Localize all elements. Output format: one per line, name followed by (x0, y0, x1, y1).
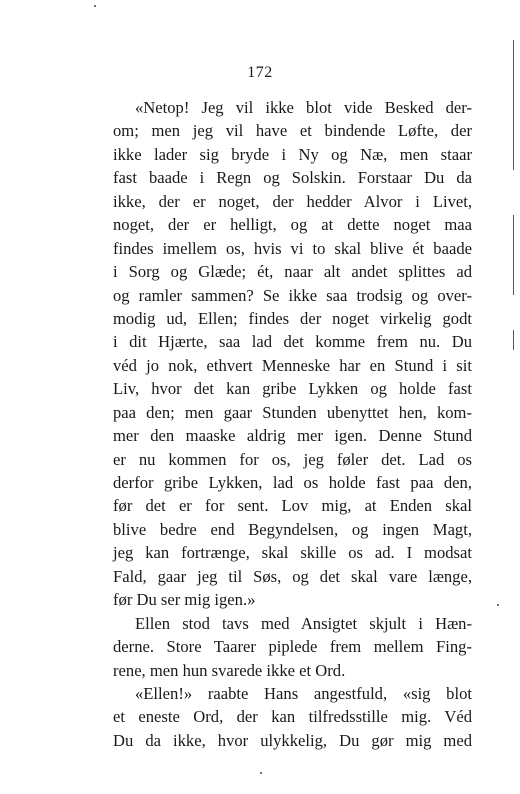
scan-speck (260, 772, 262, 774)
text-line: i dit Hjærte, saa lad det komme frem nu. Du (113, 332, 472, 352)
text-line: Du da ikke, hvor ulykkelig, Du gør mig med (113, 730, 472, 750)
scan-speck (497, 604, 499, 606)
scan-edge-line (513, 330, 514, 350)
text-line: ikke, der er noget, der hedder Alvor i Livet, (113, 191, 472, 211)
text-line: i Sorg og Glæde; ét, naar alt andet splittes ad (113, 262, 472, 282)
text-line: et eneste Ord, der kan tilfredsstille mig. Véd (113, 707, 472, 727)
text-line: Liv, hvor det kan gribe Lykken og holde fast (113, 379, 472, 399)
text-line: er nu kommen for os, jeg føler det. Lad os (113, 449, 472, 469)
text-line: og ramler sammen? Se ikke saa trodsig og over- (113, 285, 472, 305)
text-line: derne. Store Taarer piplede frem mellem Fing- (113, 637, 472, 657)
text-line: noget, der er helligt, og at dette noget maa (113, 215, 472, 235)
text-line: paa den; men gaar Stunden ubenyttet hen, kom- (113, 402, 472, 422)
text-line: om; men jeg vil have et bindende Løfte, der (113, 121, 472, 141)
scan-speck (94, 5, 96, 7)
text-line: mer den maaske aldrig mer igen. Denne Stund (113, 426, 472, 446)
text-line: rene, men hun svarede ikke et Ord. (113, 660, 346, 680)
text-line: «Netop! Jeg vil ikke blot vide Besked der- (135, 98, 472, 117)
text-line: jeg kan fortrænge, skal skille os ad. I modsat (113, 543, 472, 563)
text-line: ikke lader sig bryde i Ny og Næ, men staar (113, 144, 472, 164)
page-number: 172 (247, 64, 273, 81)
text-line: véd jo nok, ethvert Menneske har en Stund i sit (113, 355, 472, 375)
text-line: før Du ser mig igen.» (113, 590, 256, 610)
text-line: modig ud, Ellen; findes der noget virkelig godt (113, 308, 472, 328)
body-text (113, 96, 472, 752)
scan-edge-line (513, 40, 514, 170)
text-line: findes imellem os, hvis vi to skal blive ét baade (113, 238, 472, 258)
text-line: fast baade i Regn og Solskin. Forstaar Du da (113, 168, 472, 188)
text-line: Fald, gaar jeg til Søs, og det skal vare længe, (113, 566, 472, 586)
text-line: blive bedre end Begyndelsen, og ingen Magt, (113, 519, 472, 539)
text-line: «Ellen!» raabte Hans angestfuld, «sig blot (135, 683, 472, 703)
scan-edge-line (513, 215, 514, 295)
text-line: før det er for sent. Lov mig, at Enden skal (113, 496, 472, 516)
text-line: Ellen stod tavs med Ansigtet skjult i Hæn- (135, 613, 472, 633)
text-line: derfor gribe Lykken, lad os holde fast paa den, (113, 473, 472, 492)
